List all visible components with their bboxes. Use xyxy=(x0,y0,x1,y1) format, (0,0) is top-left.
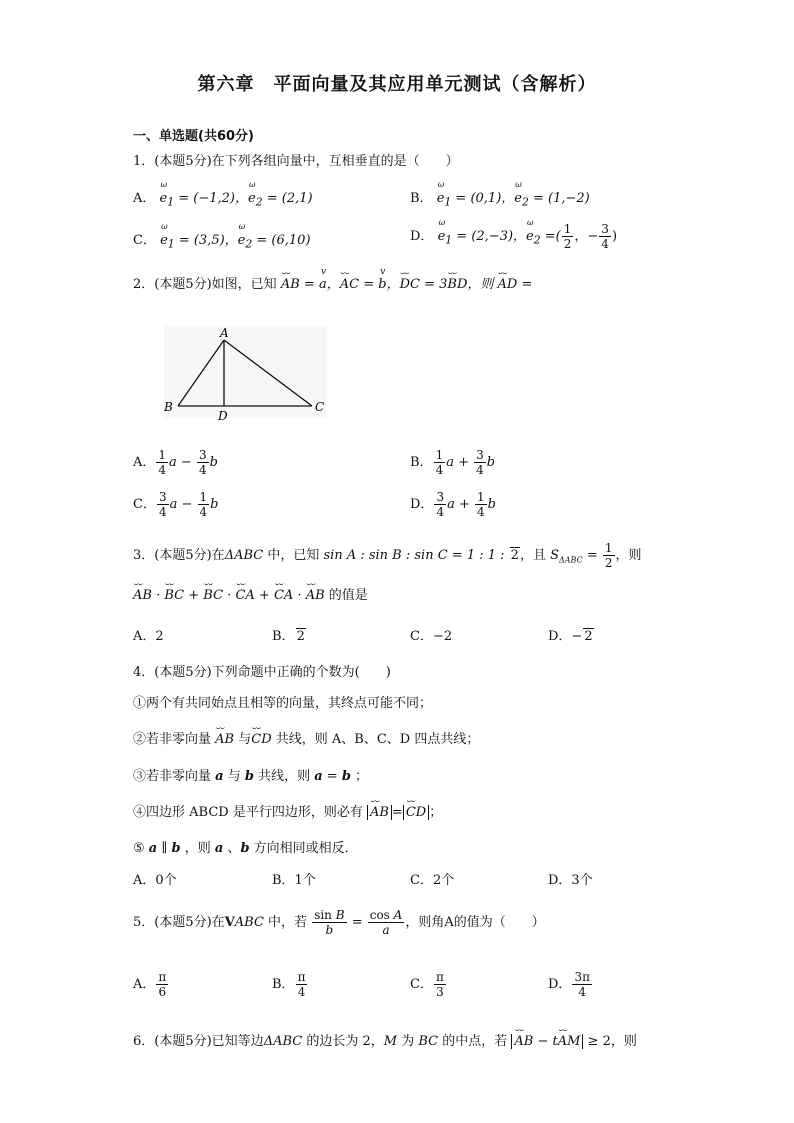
q3-option-c[interactable]: C．−2 xyxy=(410,629,453,644)
q4-stem: 4．(本题5分)下列命题中正确的个数为( ) xyxy=(133,665,391,680)
q5-option-a[interactable]: A． $\frac{\pi}{6}$ xyxy=(133,970,167,999)
page-title: 第六章 平面向量及其应用单元测试（含解析） xyxy=(197,74,597,95)
q5-option-b[interactable]: B． $\frac{\pi}{4}$ xyxy=(272,970,306,999)
q1-stem: 1．(本题5分)在下列各组向量中，互相垂直的是（ ） xyxy=(133,154,459,169)
q3-line2: ⌣⌣ AB · ⌣⌣ BC + ⌣⌣ BC · ⌣⌣ CA + ⌣⌣ CA · ⌣⌣ AB 的值是 xyxy=(133,584,368,603)
q5-stem: 5．(本题5分)在VABC 中，若 $\frac{\text{sin B}}{b}$ = $\frac{\text{cos A}}{a}$ ，则角A的值为（ ） xyxy=(133,908,545,937)
q4-statement-4: ④四边形 ABCD 是平行四边形，则必有 ⌣⌣ AB =⌣⌣ CD ； xyxy=(133,801,442,820)
q4-option-a[interactable]: A．0个 xyxy=(133,873,177,888)
q5-option-c[interactable]: C． $\frac{\pi}{3}$ xyxy=(410,970,444,999)
q4-statement-5: ⑤ a ∥ b ，则 a 、b 方向相同或相反． xyxy=(133,841,358,856)
q5-option-d[interactable]: D． $\frac{3\pi}{4}$ xyxy=(548,970,590,999)
q3-option-a[interactable]: A．2 xyxy=(133,629,164,644)
q4-statement-1: ①两个有共同始点且相等的向量，其终点可能不同； xyxy=(133,696,433,711)
q2-stem: 2．(本题5分)如图，已知 ⌣⌣ AB = v a，⌣⌣ AC = v b，⌣⌣ DC = 3⌣⌣ BD，则 ⌣⌣ AD = xyxy=(133,273,532,292)
q4-option-b[interactable]: B．1个 xyxy=(272,873,316,888)
vertex-b-label: B xyxy=(164,400,173,414)
q1-option-b[interactable]: B． ω $e_1 = (0,1)$，ω $e_2 = (1,-2)$ xyxy=(410,187,590,209)
q2-option-b[interactable]: B． $\frac{1}{4}$ a + $\frac{3}{4}$ b xyxy=(410,448,496,477)
section-heading: 一、单选题(共60分) xyxy=(133,129,254,144)
q2-option-d[interactable]: D． $\frac{3}{4}$ a + $\frac{1}{4}$ b xyxy=(410,490,496,519)
q1-option-a[interactable]: A． ω $e_1 = (-1,2)$，ω $e_2 = (2,1)$ xyxy=(133,187,313,209)
q4-statement-3: ③若非零向量 a 与 b 共线，则 a = b ； xyxy=(133,769,369,784)
q4-option-d[interactable]: D．3个 xyxy=(548,873,593,888)
vertex-a-label: A xyxy=(220,326,229,340)
q1-option-c[interactable]: C． ω $e_1 = (3,5)$，ω $e_2 = (6,10)$ xyxy=(133,229,311,251)
q4-statement-2: ②若非零向量 ⌣⌣ AB 与⌣⌣ CD 共线，则 A、B、C、D 四点共线； xyxy=(133,728,479,747)
q1-option-d[interactable]: D． ω $e_1 = (2,-3)$，ω $e_2$ =( $\frac{1}{2}$ ，− $\frac{3}{4}$ ) xyxy=(410,222,617,251)
q3-stem: 3．(本题5分)在ΔABC 中，已知 sin A : sin B : sin C = 1 : 1 : 2，且 $S_{\Delta ABC}$ = $\frac{1}{2}$ ，则 xyxy=(133,541,642,570)
q2-option-a[interactable]: A． $\frac{1}{4}$ a − $\frac{3}{4}$ b xyxy=(133,448,218,477)
q2-option-c[interactable]: C． $\frac{3}{4}$ a − $\frac{1}{4}$ b xyxy=(133,490,219,519)
q4-option-c[interactable]: C．2个 xyxy=(410,873,455,888)
vertex-d-label: D xyxy=(218,409,228,422)
triangle-figure xyxy=(160,322,330,422)
vertex-c-label: C xyxy=(315,400,325,414)
q3-option-b[interactable]: B． 2 xyxy=(272,629,305,644)
figure-background xyxy=(164,326,326,418)
q6-stem: 6．(本题5分)已知等边ΔABC 的边长为 2，M 为 BC 的中点，若 ⌣⌣ AB − t⌣⌣ AM ≥ 2，则 xyxy=(133,1030,637,1049)
q3-option-d[interactable]: D．− 2 xyxy=(548,629,593,644)
